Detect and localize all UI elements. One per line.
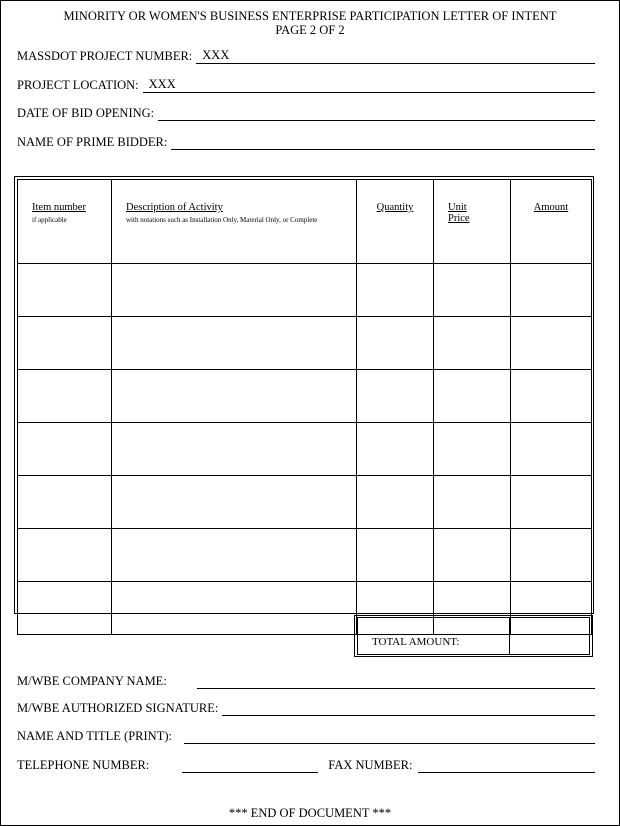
cell-unit[interactable] (434, 317, 511, 370)
items-table-header (18, 180, 592, 264)
col-description-note: with notations such as Installation Only, Material Only, or Complete (126, 216, 318, 224)
cell-item[interactable] (18, 529, 112, 582)
signature-input[interactable] (222, 702, 595, 716)
cell-qty[interactable] (357, 476, 434, 529)
table-row (18, 529, 592, 582)
col-item-number-label: Item number (32, 202, 86, 213)
table-row (18, 423, 592, 476)
col-quantity-label: Quantity (376, 202, 414, 213)
cell-amount[interactable] (511, 370, 592, 423)
bid-opening-field (17, 106, 595, 121)
phone-fax-row (17, 758, 595, 773)
cell-item[interactable] (18, 264, 112, 317)
col-description (112, 180, 357, 264)
cell-item[interactable] (18, 317, 112, 370)
project-number-field (17, 49, 595, 64)
company-name-field (17, 674, 595, 689)
project-number-input[interactable] (196, 50, 595, 64)
col-quantity (357, 180, 434, 264)
bid-opening-label: DATE OF BID OPENING: (17, 106, 155, 120)
table-row (18, 264, 592, 317)
project-location-label: PROJECT LOCATION: (17, 78, 139, 92)
cell-desc[interactable] (112, 423, 357, 476)
cell-unit[interactable] (434, 370, 511, 423)
col-description-label: Description of Activity (126, 202, 223, 213)
end-of-document: *** END OF DOCUMENT *** (228, 806, 392, 820)
cell-amount[interactable] (511, 423, 592, 476)
cell-qty[interactable] (357, 370, 434, 423)
col-amount-label: Amount (533, 202, 569, 213)
cell-item[interactable] (18, 476, 112, 529)
name-title-input[interactable] (184, 730, 595, 744)
col-unit-price-label: Unit Price (448, 202, 470, 224)
form-title: MINORITY OR WOMEN'S BUSINESS ENTERPRISE PARTICIPATION LETTER OF INTENT (63, 9, 557, 23)
cell-qty[interactable] (357, 317, 434, 370)
cell-item[interactable] (18, 423, 112, 476)
total-amount-input[interactable] (510, 618, 589, 654)
cell-item[interactable] (18, 370, 112, 423)
cell-amount[interactable] (511, 264, 592, 317)
cell-unit[interactable] (434, 264, 511, 317)
project-location-value: XXX (148, 77, 176, 91)
total-amount-row (357, 617, 590, 655)
project-location-field (17, 78, 595, 93)
project-number-label: MASSDOT PROJECT NUMBER: (17, 49, 193, 63)
cell-desc[interactable] (112, 264, 357, 317)
cell-desc[interactable] (112, 370, 357, 423)
total-amount-label: TOTAL AMOUNT: (358, 618, 510, 654)
cell-qty[interactable] (357, 423, 434, 476)
items-table (17, 179, 592, 635)
cell-qty[interactable] (357, 264, 434, 317)
signature-field (17, 701, 595, 716)
project-number-value: XXX (202, 48, 230, 62)
fax-label: FAX NUMBER: (328, 758, 413, 772)
cell-desc[interactable] (112, 529, 357, 582)
cell-desc[interactable] (112, 317, 357, 370)
cell-qty[interactable] (357, 529, 434, 582)
name-title-label: NAME AND TITLE (PRINT): (17, 729, 172, 743)
cell-unit[interactable] (434, 423, 511, 476)
prime-bidder-field (17, 135, 595, 150)
page-indicator: PAGE 2 OF 2 (275, 23, 345, 37)
col-item-number (18, 180, 112, 264)
prime-bidder-input[interactable] (171, 136, 595, 150)
project-location-input[interactable] (143, 79, 595, 93)
company-name-label: M/WBE COMPANY NAME: (17, 674, 167, 688)
cell-unit[interactable] (434, 476, 511, 529)
cell-amount[interactable] (511, 476, 592, 529)
signature-label: M/WBE AUTHORIZED SIGNATURE: (17, 701, 219, 715)
company-name-input[interactable] (197, 675, 595, 689)
table-row (18, 370, 592, 423)
prime-bidder-label: NAME OF PRIME BIDDER: (17, 135, 168, 149)
cell-amount[interactable] (511, 529, 592, 582)
cell-item[interactable] (18, 582, 112, 635)
col-item-number-note: if applicable (32, 216, 67, 224)
col-unit-price (434, 180, 511, 264)
name-title-field (17, 729, 595, 744)
table-row (18, 476, 592, 529)
cell-desc[interactable] (112, 582, 357, 635)
cell-amount[interactable] (511, 317, 592, 370)
cell-unit[interactable] (434, 529, 511, 582)
bid-opening-input[interactable] (158, 107, 595, 121)
col-amount (511, 180, 592, 264)
cell-desc[interactable] (112, 476, 357, 529)
table-row (18, 317, 592, 370)
fax-input[interactable] (418, 759, 595, 773)
telephone-label: TELEPHONE NUMBER: (17, 758, 150, 772)
telephone-input[interactable] (182, 759, 318, 773)
